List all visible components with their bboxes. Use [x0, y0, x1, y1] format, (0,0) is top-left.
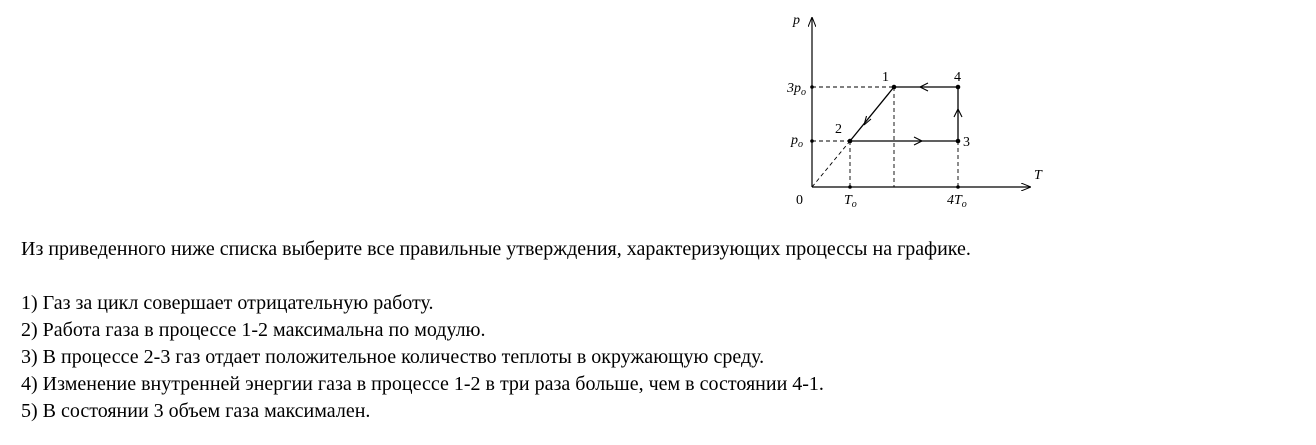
y-axis-label: p	[793, 13, 800, 28]
option-5: 5) В состоянии 3 объем газа максимален.	[21, 400, 371, 422]
x-tick-4t0: $4T_o$	[947, 193, 967, 210]
state-points	[848, 85, 961, 144]
question-text: Из приведенного ниже списка выберите все правильные утверждения, характеризующих процессы на графике.	[21, 238, 971, 260]
tick-dot-4t0	[956, 185, 960, 189]
point-1-label: 1	[882, 70, 889, 85]
options-list	[21, 290, 824, 425]
direction-arrows	[864, 83, 962, 145]
y-tick-3p0: $3p_o$	[787, 81, 806, 98]
guide-origin-to-2	[812, 141, 850, 187]
tick-dot-3p0	[810, 85, 814, 89]
point-4	[956, 85, 961, 90]
x-axis-label: T	[1034, 168, 1042, 183]
option-4: 4) Изменение внутренней энергии газа в процессе 1-2 в три раза больше, чем в состоянии 4-1.	[21, 373, 824, 395]
x-tick-t0: $T_o$	[844, 193, 857, 210]
point-2-label: 2	[835, 122, 842, 137]
option-1: 1) Газ за цикл совершает отрицательную работу.	[21, 292, 434, 314]
point-1	[892, 85, 897, 90]
origin-label: 0	[796, 193, 803, 208]
point-2	[848, 139, 853, 144]
tick-dot-p0	[810, 139, 814, 143]
guide-lines	[812, 87, 958, 187]
option-2: 2) Работа газа в процессе 1-2 максимальна по модулю.	[21, 319, 486, 341]
option-3: 3) В процессе 2-3 газ отдает положительное количество теплоты в окружающую среду.	[21, 346, 765, 368]
tick-dot-t0	[848, 185, 852, 189]
segment-1-2	[850, 87, 894, 141]
point-3-label: 3	[963, 135, 970, 150]
point-3	[956, 139, 961, 144]
y-tick-p0: $p_o$	[791, 133, 803, 150]
tick-dots	[810, 85, 960, 189]
point-4-label: 4	[954, 70, 961, 85]
cycle-path	[850, 87, 958, 141]
